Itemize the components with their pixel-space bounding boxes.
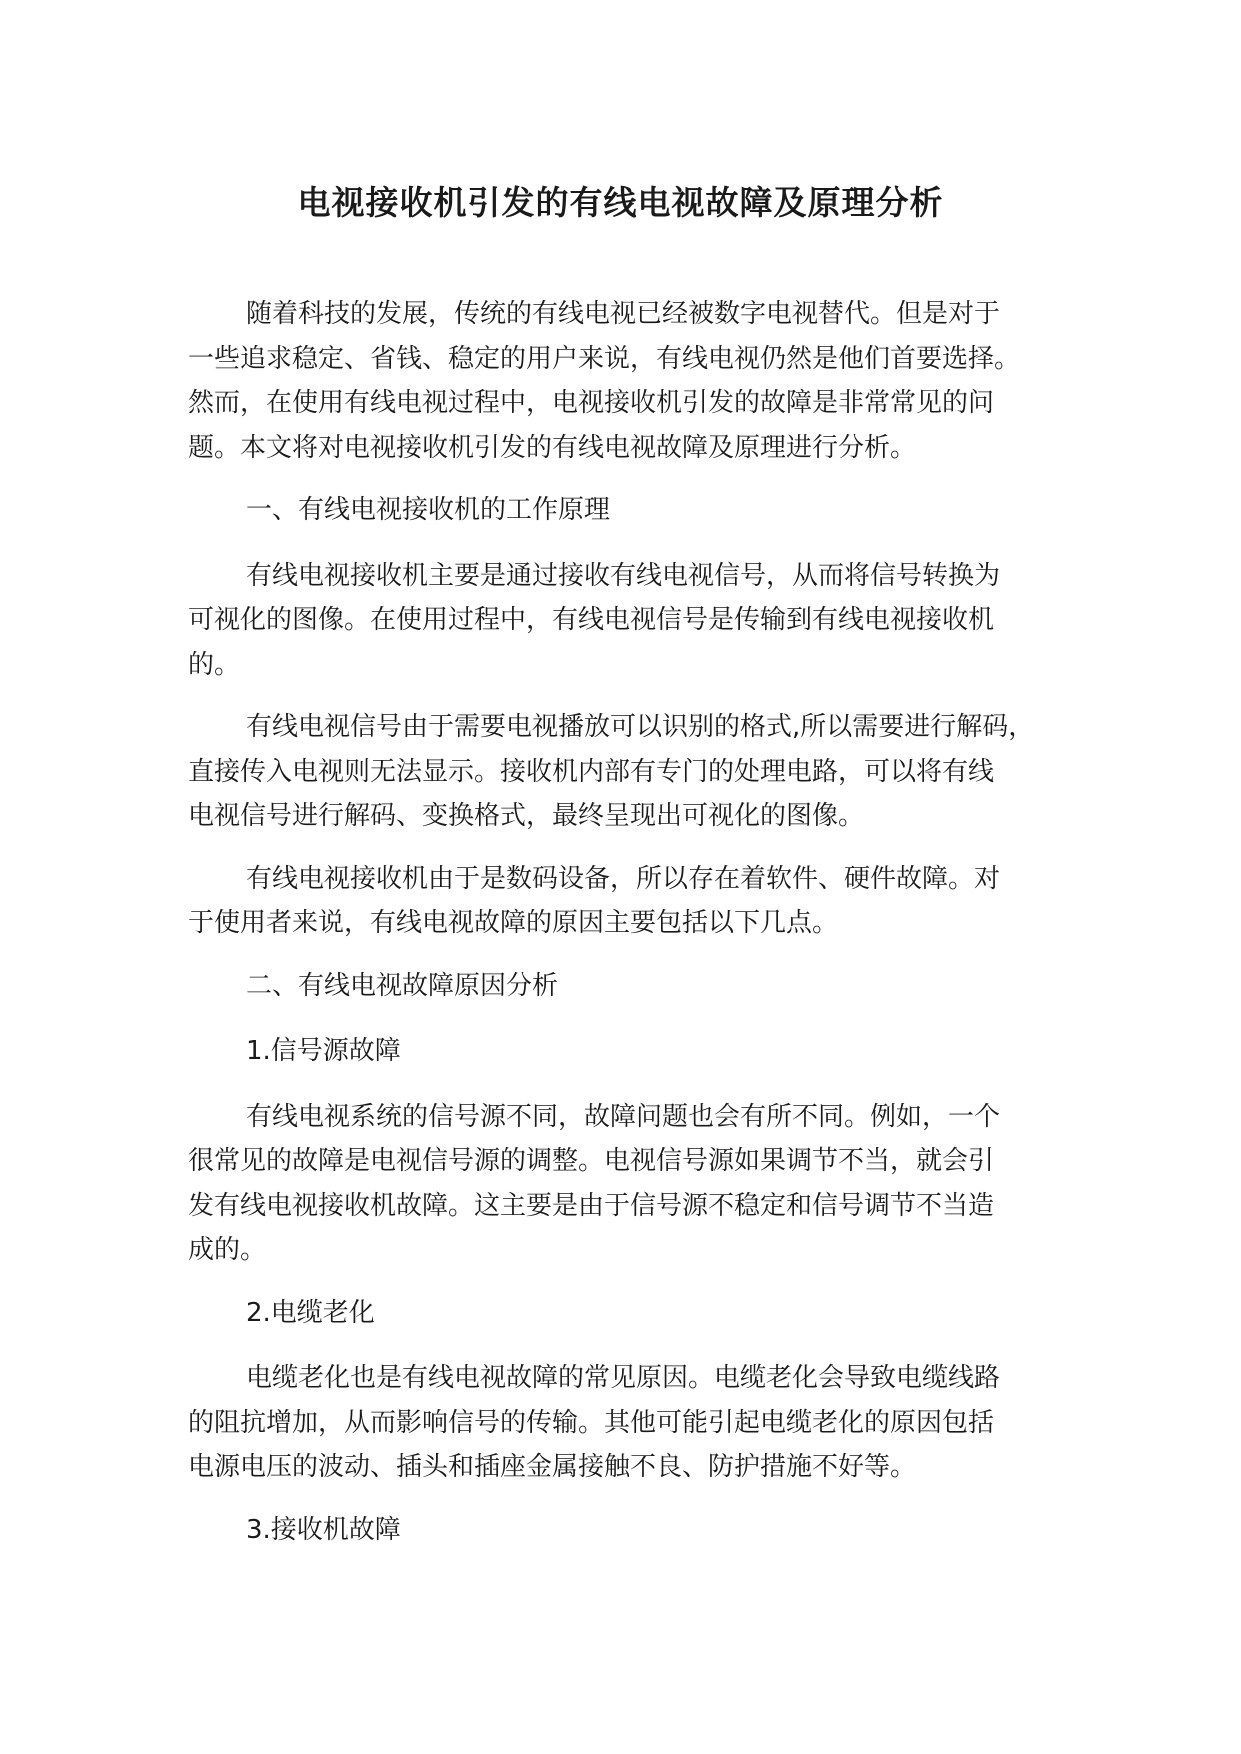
text-line: 有线电视接收机主要是通过接收有线电视信号，从而将信号转换为	[246, 560, 1001, 591]
section-heading: 二、有线电视故障原因分析	[246, 970, 559, 1001]
text-line: 直接传入电视则无法显示。接收机内部有专门的处理电路，可以将有线	[188, 756, 995, 787]
text-line: 电源电压的波动、插头和插座金属接触不良、防护措施不好等。	[188, 1452, 917, 1482]
text-line: 的阻抗增加，从而影响信号的传输。其他可能引起电缆老化的原因包括	[188, 1407, 995, 1438]
text-line: 成的。	[188, 1235, 267, 1265]
text-line: 随着科技的发展，传统的有线电视已经被数字电视替代。但是对于	[246, 299, 1001, 329]
text-line: 电视信号进行解码、变换格式，最终呈现出可视化的图像。	[188, 801, 865, 831]
text-line: 发有线电视接收机故障。这主要是由于信号源不稳定和信号调节不当造	[188, 1190, 995, 1221]
document-title: 电视接收机引发的有线电视故障及原理分析	[297, 183, 944, 222]
section-heading: 一、有线电视接收机的工作原理	[246, 495, 611, 525]
body-paragraph	[188, 554, 1088, 688]
text-line: 有线电视系统的信号源不同，故障问题也会有所不同。例如，一个	[246, 1101, 1001, 1132]
text-line: 很常见的故障是电视信号源的调整。电视信号源如果调节不当，就会引	[188, 1146, 995, 1176]
text-line: 然而，在使用有线电视过程中，电视接收机引发的故障是非常常见的问	[188, 388, 995, 418]
subsection-heading: 1.信号源故障	[246, 1036, 401, 1066]
text-line: 电缆老化也是有线电视故障的常见原因。电缆老化会导致电缆线路	[246, 1363, 1001, 1393]
text-line: 的。	[188, 649, 241, 680]
body-paragraph	[188, 1356, 1088, 1490]
text-line: 题。本文将对电视接收机引发的有线电视故障及原理进行分析。	[188, 432, 917, 463]
body-paragraph	[188, 705, 1088, 839]
text-line: 可视化的图像。在使用过程中，有线电视信号是传输到有线电视接收机	[188, 605, 995, 635]
text-line: 有线电视接收机由于是数码设备，所以存在着软件、硬件故障。对	[246, 863, 1001, 894]
text-line: 于使用者来说，有线电视故障的原因主要包括以下几点。	[188, 908, 839, 938]
body-paragraph	[188, 1095, 1088, 1273]
text-line: 一些追求稳定、省钱、稳定的用户来说，有线电视仍然是他们首要选择。	[188, 343, 1021, 374]
text-line: 有线电视信号由于需要电视播放可以识别的格式,所以需要进行解码，	[246, 712, 1035, 742]
subsection-heading: 3.接收机故障	[246, 1514, 401, 1545]
document-body	[188, 292, 1088, 1573]
intro-paragraph	[188, 292, 1088, 470]
subsection-heading: 2.电缆老化	[246, 1297, 375, 1328]
body-paragraph	[188, 857, 1088, 946]
